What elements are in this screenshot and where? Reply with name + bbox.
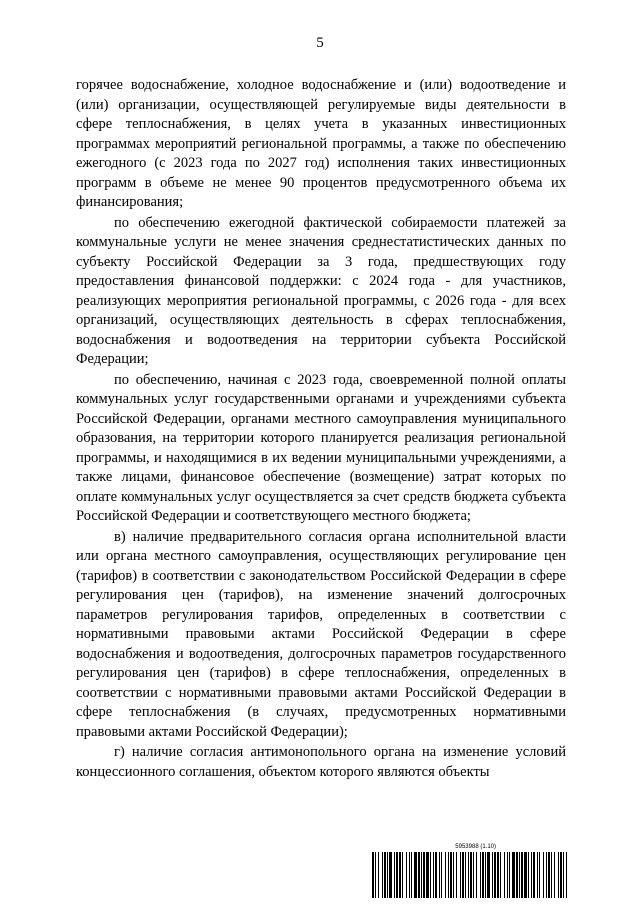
paragraph-item-g: г) наличие согласия антимонопольного органа на изменение условий концессионного соглашения, объектом которого являются объекты bbox=[76, 744, 566, 780]
paragraph-utility-payment: по обеспечению, начиная с 2023 года, своевременной полной оплаты коммунальных услуг государственными органами и учреждениями субъекта Российской Федерации, органами местного самоуправления муниципального образования, на территории которого планируется реализация региональной программы, и находящимися в их ведении муниципальными учреждениями, а также лицами, финансовое обеспечение (возмещение) затрат которых по оплате коммунальных услуг осуществляется за счет средств бюджета субъекта Российской Федерации и соответствующего местного бюджета; bbox=[76, 371, 566, 524]
barcode-image bbox=[372, 852, 568, 898]
barcode-code: 5953988 (1.10) bbox=[455, 844, 496, 850]
document-body bbox=[76, 76, 566, 782]
paragraph-continuation: горячее водоснабжение, холодное водоснабжение и (или) водоотведение и (или) организации, осуществляющей регулируемые виды деятельности в сфере теплоснабжения, в целях учета в указанных инвестиционных программах мероприятий региональной программы, а также по обеспечению ежегодного (с 2023 года по 2027 год) исполнения таких инвестиционных программ в объеме не менее 90 процентов предусмотренного объема их финансирования; bbox=[76, 77, 566, 210]
barcode-block bbox=[372, 844, 568, 898]
page-number: 5 bbox=[316, 35, 324, 51]
paragraph-item-v: в) наличие предварительного согласия органа исполнительной власти или органа местного самоуправления, осуществляющих регулирование цен (тарифов) в соответствии с законодательством Российской Федерации в сфере регулирования цен (тарифов), на изменение значений долгосрочных параметров регулирования тарифов, определенных в соответствии с нормативными правовыми актами Российской Федерации в сфере водоснабжения и водоотведения, долгосрочных параметров государственного регулирования цен (тарифов) в сфере теплоснабжения, определенных в соответствии с нормативными правовыми актами Российской Федерации в сфере теплоснабжения (в случаях, предусмотренных нормативными правовыми актами Российской Федерации); bbox=[76, 528, 566, 740]
paragraph-payment-collection: по обеспечению ежегодной фактической собираемости платежей за коммунальные услуги не менее значения среднестатистических данных по субъекту Российской Федерации за 3 года, предшествующих году предоставления финансовой поддержки: с 2024 года - для участников, реализующих мероприятия региональной программы, с 2026 года - для всех организаций, осуществляющих деятельность в сферах теплоснабжения, водоснабжения и водоотведения на территории субъекта Российской Федерации; bbox=[76, 214, 566, 367]
